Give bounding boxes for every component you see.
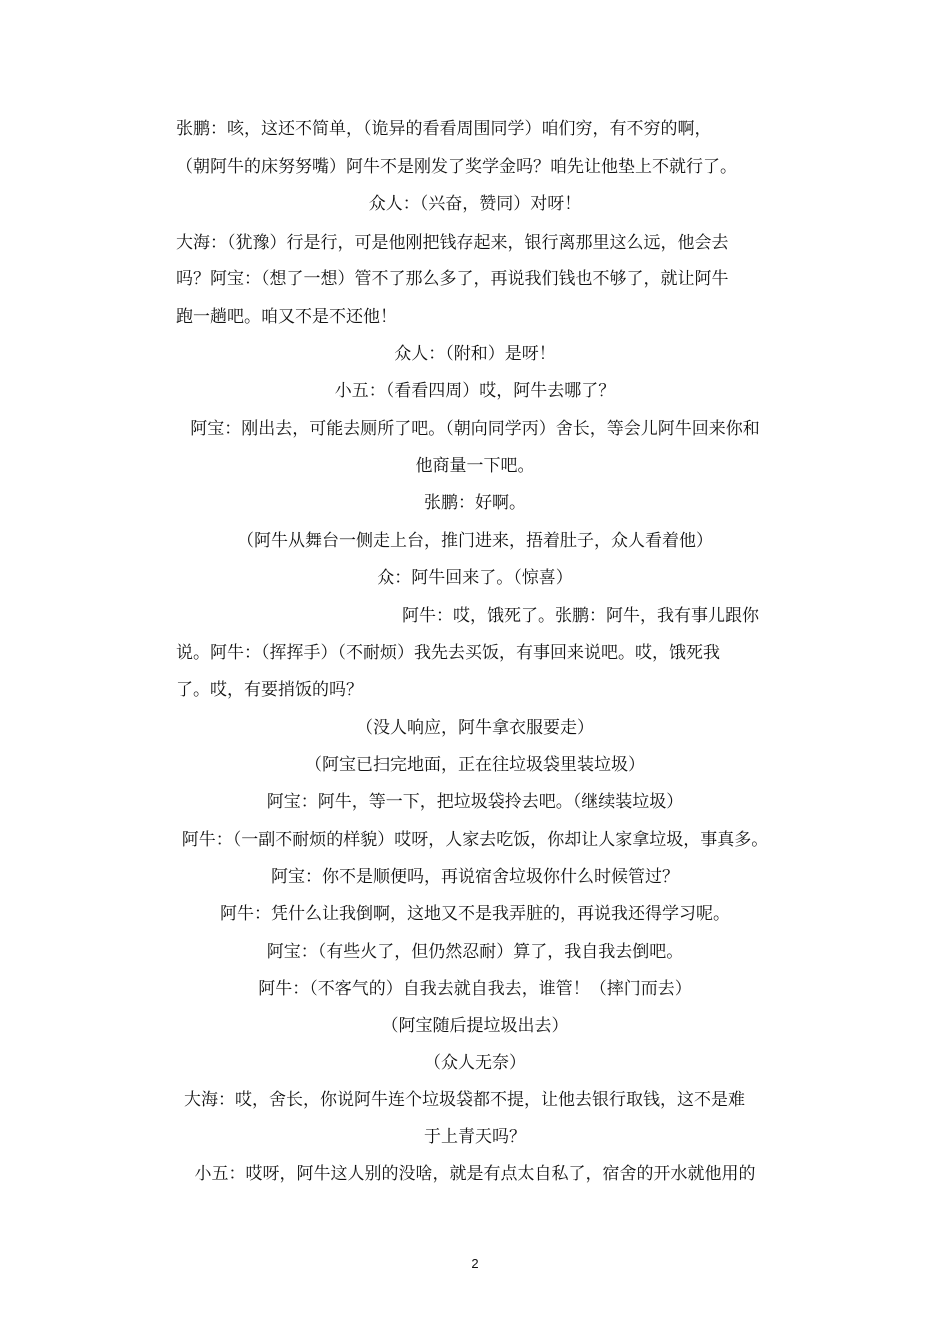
text-line: 张鹏：好啊。 (424, 493, 526, 513)
text-line: （阿牛从舞台一侧走上台，推门进来，捂着肚子，众人看着他） (237, 531, 713, 551)
page-number: 2 (471, 1256, 479, 1271)
text-line: （没人响应，阿牛拿衣服要走） (356, 718, 594, 738)
text-line: 小五：哎呀，阿牛这人别的没啥，就是有点太自私了，宿舍的开水就他用的 (194, 1164, 756, 1184)
text-line: 阿牛：（一副不耐烦的样貌）哎呀，人家去吃饭，你却让人家拿垃圾，事真多。 (181, 830, 769, 850)
text-line: 于上青天吗？ (424, 1127, 526, 1147)
text-line: 阿宝：刚出去，可能去厕所了吧。（朝向同学丙）舍长，等会儿阿牛回来你和 (190, 419, 760, 439)
text-line: 众：阿牛回来了。（惊喜） (377, 568, 573, 588)
text-line: 阿宝：（有些火了，但仍然忍耐）算了，我自我去倒吧。 (266, 942, 684, 962)
text-line: 小五：（看看四周）哎，阿牛去哪了？ (334, 381, 616, 401)
text-line: （朝阿牛的床努努嘴）阿牛不是刚发了奖学金吗？咱先让他垫上不就行了。 (176, 157, 737, 177)
text-line: 阿牛：凭什么让我倒啊，这地又不是我弄脏的，再说我还得学习呢。 (220, 904, 730, 924)
text-line: （众人无奈） (424, 1053, 526, 1073)
text-line: 张鹏：咳，这还不简单，（诡异的看看周围同学）咱们穷，有不穷的啊， (176, 119, 712, 139)
text-line: 众人：（附和）是呀！ (394, 344, 556, 364)
text-line: 阿宝：阿牛，等一下，把垃圾袋拎去吧。（继续装垃圾） (266, 792, 684, 812)
text-line: 大海：（犹豫）行是行，可是他刚把钱存起来，银行离那里这么远，他会去 (176, 233, 729, 253)
text-line: （阿宝随后提垃圾出去） (381, 1016, 569, 1036)
text-line: （阿宝已扫完地面，正在往垃圾袋里装垃圾） (305, 755, 645, 775)
text-line: 了。哎，有要捎饭的吗？ (176, 680, 363, 700)
text-line: 说。阿牛：（挥挥手）（不耐烦）我先去买饭，有事回来说吧。哎，饿死我 (176, 643, 720, 663)
text-line: 他商量一下吧。 (415, 456, 535, 476)
text-line: 众人：（兴奋，赞同）对呀！ (368, 194, 582, 214)
text-line: 吗？阿宝：（想了一想）管不了那么多了，再说我们钱也不够了，就让阿牛 (176, 269, 729, 289)
text-line: 阿牛：哎，饿死了。张鹏：阿牛，我有事儿跟你 (402, 606, 759, 626)
text-line: 跑一趟吧。咱又不是不还他！ (176, 307, 397, 327)
text-line: 阿牛：（不客气的）自我去就自我去，谁管！（摔门而去） (258, 979, 692, 999)
text-line: 大海：哎，舍长，你说阿牛连个垃圾袋都不提，让他去银行取钱，这不是难 (184, 1090, 745, 1110)
text-line: 阿宝：你不是顺便吗，再说宿舍垃圾你什么时候管过？ (271, 867, 679, 887)
